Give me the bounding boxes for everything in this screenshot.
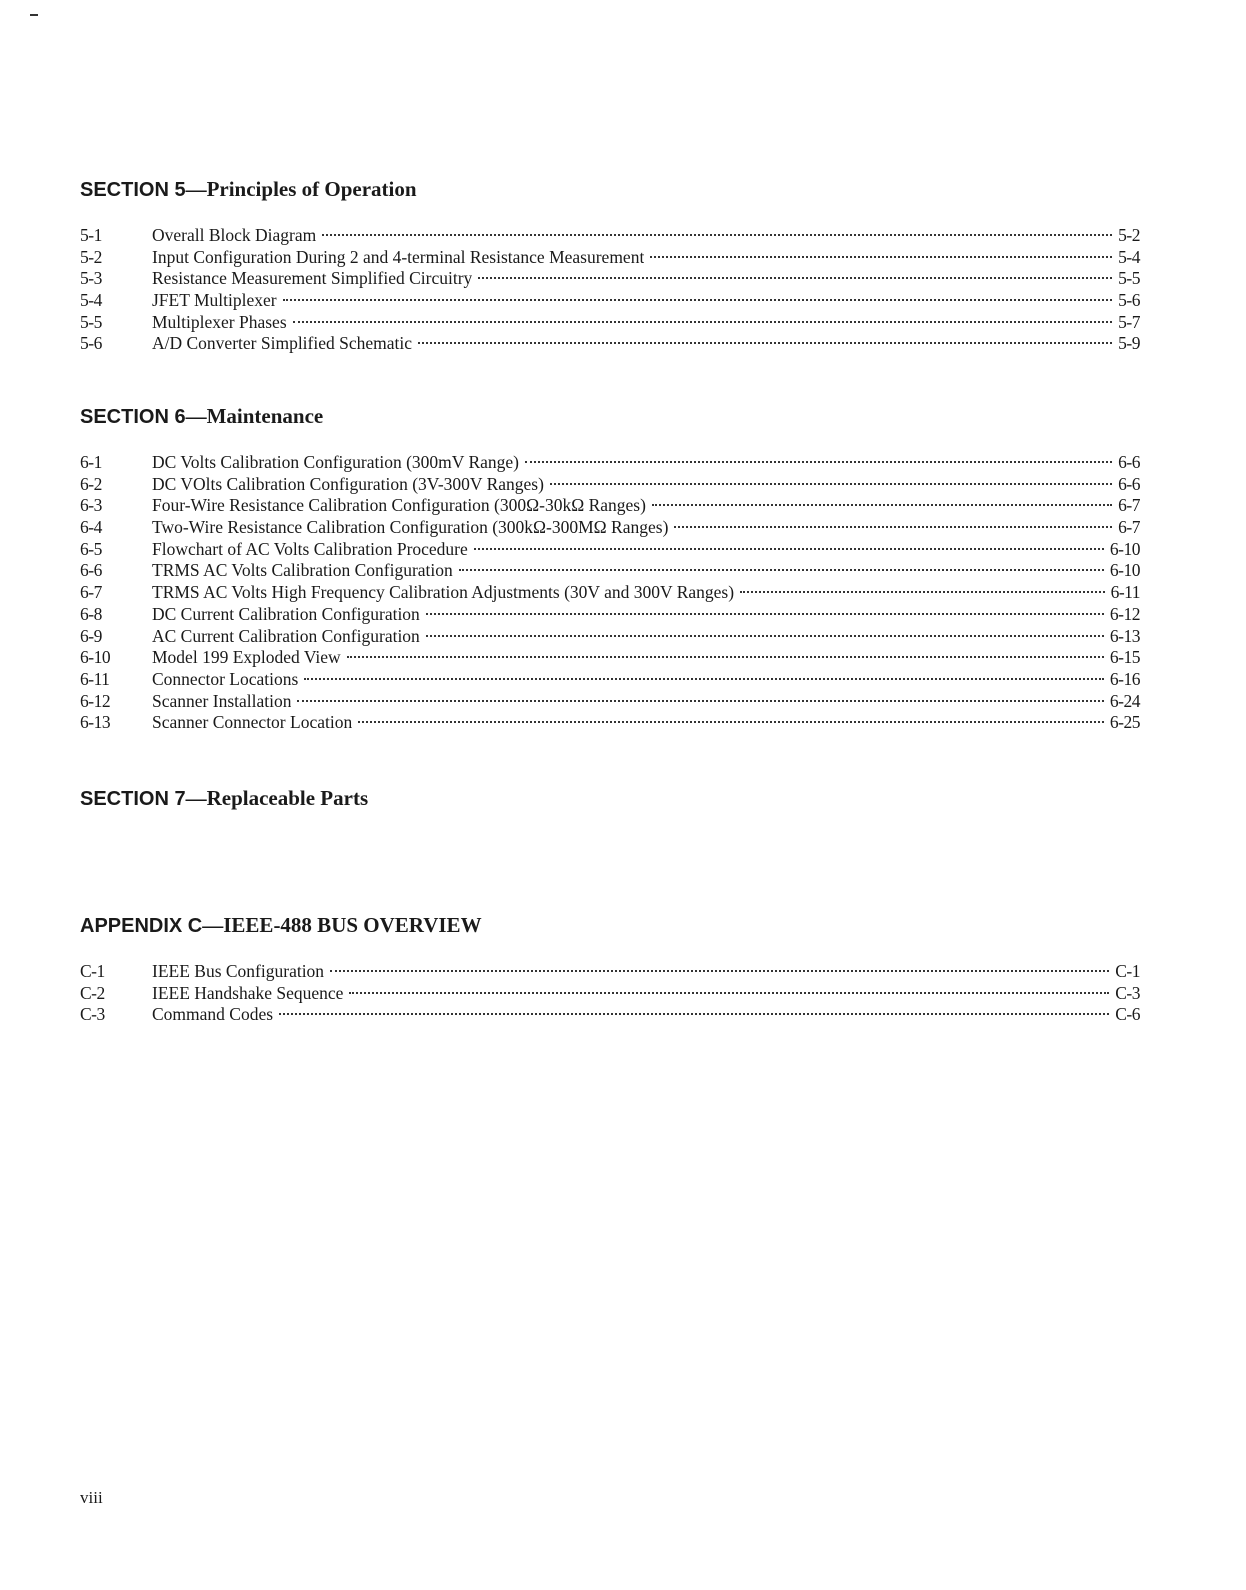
- entry-title: Flowchart of AC Volts Calibration Procedure: [152, 538, 468, 559]
- entry-title: IEEE Handshake Sequence: [152, 982, 344, 1003]
- dot-leader: [459, 569, 1104, 571]
- toc-entry: [80, 604, 1140, 626]
- entry-number: 6-6: [80, 560, 102, 581]
- entry-page: 6-15: [1109, 647, 1140, 668]
- entry-page: 6-13: [1109, 625, 1140, 646]
- appendix-c: [80, 912, 1140, 1026]
- toc-entry: [80, 225, 1140, 247]
- dot-leader: [478, 277, 1112, 279]
- section-lead: SECTION 7: [80, 788, 186, 810]
- section-6: [80, 403, 1140, 734]
- entry-number: 6-9: [80, 625, 102, 646]
- toc-entry: [80, 626, 1140, 648]
- entry-number: C-1: [80, 961, 105, 981]
- entry-number: 6-4: [80, 517, 102, 538]
- entry-title: Scanner Installation: [152, 690, 292, 711]
- toc-entry: [80, 669, 1140, 691]
- entry-page: 6-7: [1118, 495, 1140, 516]
- corner-mark: [30, 14, 38, 16]
- entry-number: C-3: [80, 1004, 105, 1025]
- entry-page: 6-11: [1110, 582, 1140, 603]
- toc-entry: [80, 539, 1140, 561]
- toc-list: [80, 961, 1140, 1026]
- toc-entry: [80, 582, 1140, 604]
- toc-list: [80, 225, 1140, 355]
- entry-number: 6-13: [80, 712, 111, 733]
- dot-leader: [297, 700, 1103, 702]
- dot-leader: [349, 992, 1109, 994]
- page-number: viii: [80, 1488, 103, 1507]
- dot-leader: [279, 1013, 1109, 1015]
- entry-title: Four-Wire Resistance Calibration Configuration (300Ω-30kΩ Ranges): [152, 495, 646, 516]
- toc-entry: [80, 983, 1140, 1005]
- entry-title: TRMS AC Volts High Frequency Calibration Adjustments (30V and 300V Ranges): [152, 582, 735, 603]
- section-title: IEEE-488 BUS OVERVIEW: [223, 913, 482, 937]
- entry-number: 5-3: [80, 268, 102, 289]
- entry-page: 6-6: [1118, 452, 1140, 472]
- entry-page: 5-5: [1118, 268, 1140, 289]
- entry-page: 5-7: [1118, 311, 1140, 332]
- toc-entry: [80, 1004, 1140, 1026]
- entry-number: 6-12: [80, 690, 111, 711]
- entry-page: 5-6: [1118, 290, 1140, 311]
- dot-leader: [652, 504, 1112, 506]
- section-title: Principles of Operation: [206, 177, 417, 201]
- section-7: [80, 785, 1140, 834]
- toc-entry: [80, 691, 1140, 713]
- section-lead: SECTION 6: [80, 406, 186, 428]
- entry-number: 5-5: [80, 311, 102, 332]
- section-title: Maintenance: [206, 404, 324, 428]
- dot-leader: [330, 970, 1109, 972]
- heading-dash: —: [185, 404, 207, 428]
- section-lead: APPENDIX C: [80, 915, 203, 937]
- entry-title: Model 199 Exploded View: [152, 647, 341, 668]
- dot-leader: [418, 342, 1112, 344]
- entry-title: DC VOlts Calibration Configuration (3V-300V Ranges): [152, 473, 544, 494]
- toc-entry: [80, 647, 1140, 669]
- toc-entry: [80, 290, 1140, 312]
- toc-entry: [80, 474, 1140, 496]
- entry-number: 6-2: [80, 473, 102, 494]
- entry-title: Connector Locations: [152, 668, 299, 689]
- entry-number: 5-4: [80, 290, 102, 311]
- entry-number: 5-1: [80, 225, 102, 245]
- dot-leader: [358, 721, 1104, 723]
- entry-number: 5-6: [80, 333, 102, 354]
- entry-page: 5-2: [1118, 225, 1140, 245]
- section-5: [80, 176, 1140, 355]
- entry-number: C-2: [80, 982, 105, 1003]
- entry-page: 6-6: [1118, 473, 1140, 494]
- entry-page: 6-25: [1109, 712, 1140, 733]
- entry-title: Overall Block Diagram: [152, 225, 317, 245]
- toc-entry: [80, 495, 1140, 517]
- toc-entry: [80, 712, 1140, 734]
- heading-dash: —: [185, 177, 207, 201]
- entry-title: Input Configuration During 2 and 4-terminal Resistance Measurement: [152, 246, 645, 267]
- entry-title: Command Codes: [152, 1004, 274, 1025]
- toc-entry: [80, 333, 1140, 355]
- heading-dash: —: [185, 786, 207, 810]
- heading-dash: —: [202, 913, 224, 937]
- dot-leader: [322, 234, 1112, 236]
- entry-title: Two-Wire Resistance Calibration Configuration (300kΩ-300MΩ Ranges): [152, 517, 669, 538]
- entry-page: 5-4: [1118, 246, 1140, 267]
- entry-number: 5-2: [80, 246, 102, 267]
- toc-entry: [80, 517, 1140, 539]
- entry-page: 6-10: [1109, 560, 1140, 581]
- section-heading: [80, 176, 1140, 203]
- entry-page: 5-9: [1118, 333, 1140, 354]
- entry-title: Scanner Connector Location: [152, 712, 353, 733]
- entry-page: 6-12: [1109, 603, 1140, 624]
- entry-title: Resistance Measurement Simplified Circuitry: [152, 268, 473, 289]
- entry-number: 6-7: [80, 582, 102, 603]
- toc-entry: [80, 268, 1140, 290]
- entry-title: DC Volts Calibration Configuration (300mV Range): [152, 452, 519, 472]
- dot-leader: [474, 548, 1104, 550]
- entry-title: JFET Multiplexer: [152, 290, 277, 311]
- entry-title: Multiplexer Phases: [152, 311, 287, 332]
- dot-leader: [650, 256, 1112, 258]
- entry-page: C-3: [1115, 982, 1140, 1003]
- entry-number: 6-5: [80, 538, 102, 559]
- toc-list: [80, 452, 1140, 734]
- dot-leader: [550, 483, 1112, 485]
- toc-entry: [80, 961, 1140, 983]
- dot-leader: [426, 613, 1104, 615]
- entry-page: 6-7: [1118, 517, 1140, 538]
- entry-title: A/D Converter Simplified Schematic: [152, 333, 413, 354]
- dot-leader: [426, 635, 1104, 637]
- entry-page: 6-10: [1109, 538, 1140, 559]
- entry-page: C-1: [1115, 961, 1140, 981]
- dot-leader: [674, 526, 1112, 528]
- section-title: Replaceable Parts: [206, 786, 369, 810]
- entry-page: 6-16: [1109, 668, 1140, 689]
- entry-page: C-6: [1115, 1004, 1140, 1025]
- entry-number: 6-10: [80, 647, 111, 668]
- section-heading: [80, 785, 1140, 812]
- toc-entry: [80, 312, 1140, 334]
- entry-number: 6-8: [80, 603, 102, 624]
- dot-leader: [347, 656, 1104, 658]
- section-heading: [80, 403, 1140, 430]
- entry-number: 6-1: [80, 452, 102, 472]
- toc-entry: [80, 247, 1140, 269]
- entry-title: IEEE Bus Configuration: [152, 961, 325, 981]
- entry-title: AC Current Calibration Configuration: [152, 625, 420, 646]
- toc-entry: [80, 560, 1140, 582]
- toc-entry: [80, 452, 1140, 474]
- entry-title: TRMS AC Volts Calibration Configuration: [152, 560, 453, 581]
- dot-leader: [293, 321, 1113, 323]
- section-lead: SECTION 5: [80, 179, 186, 201]
- entry-title: DC Current Calibration Configuration: [152, 603, 420, 624]
- entry-number: 6-3: [80, 495, 102, 516]
- section-heading: [80, 912, 1140, 939]
- dot-leader: [525, 461, 1112, 463]
- entry-number: 6-11: [80, 668, 110, 689]
- entry-page: 6-24: [1109, 690, 1140, 711]
- dot-leader: [304, 678, 1104, 680]
- dot-leader: [740, 591, 1105, 593]
- dot-leader: [283, 299, 1113, 301]
